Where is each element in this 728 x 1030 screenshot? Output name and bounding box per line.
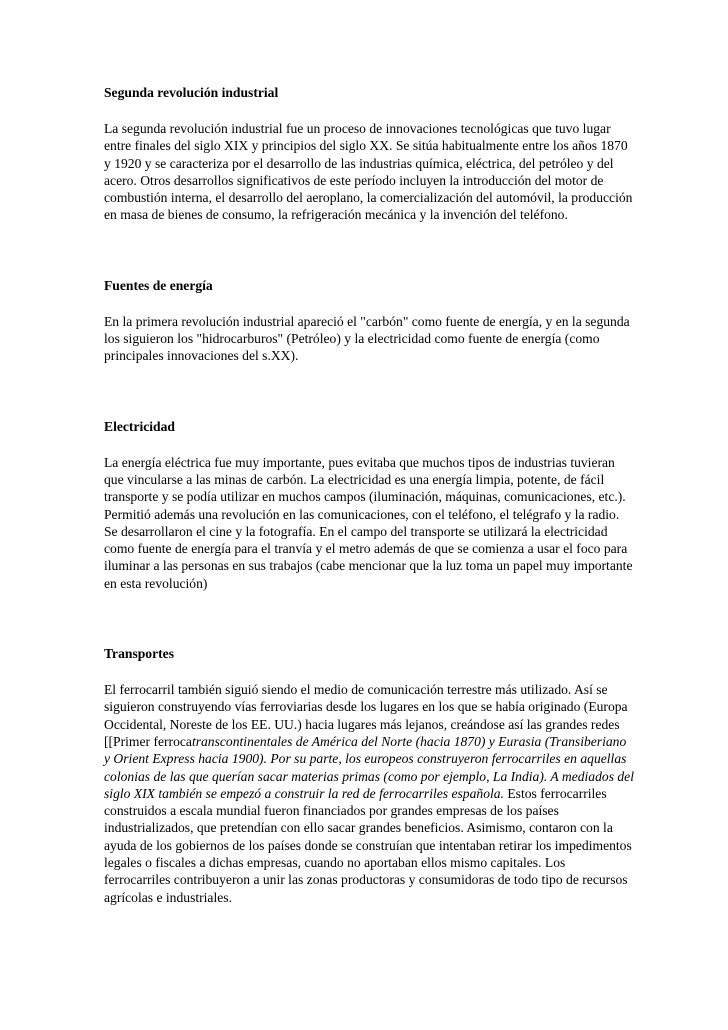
transportes-text-end: Estos ferrocarriles construidos a escala mundial fueron financiados por grandes empresas de los países industrializados, que pretendían con ello sacar grandes beneficios. Asimismo, contaron con la ayuda de los gobiernos de los países donde se construían que intentaban retirar los impedimentos legales o fiscales a dichas empresas, cuando no aportaban ellos mismo capitales. Los ferrocarriles contribuyeron a unir las zonas productoras y consumidoras de todo tipo de recursos agrícolas e industriales.: [104, 785, 632, 905]
document-page: [104, 84, 634, 906]
section-heading-segunda-revolucion: Segunda revolución industrial: [104, 85, 279, 100]
section-paragraph-segunda-revolucion: La segunda revolución industrial fue un proceso de innovaciones tecnológicas que tuvo lugar entre finales del siglo XIX y principios del siglo XX. Se sitúa habitualmente entre los años 1870 y 1920 y se caracteriza por el desarrollo de las industrias química, eléctrica, del petróleo y del acero. Otros desarrollos significativos de este período incluyen la introducción del motor de combustión interna, el desarrollo del aeroplano, la comercialización del automóvil, la producción en masa de bienes de consumo, la refrigeración mecánica y la invención del teléfono.: [104, 121, 633, 223]
section-heading-electricidad: Electricidad: [104, 418, 175, 434]
transportes-text-italic: transcontinentales de América del Norte (hacia 1870) y Eurasia (Transiberiano y Orient Express hacia 1900). Por su parte, los europeos construyeron ferrocarriles en aquellas colonias de las que querían sacar materias primas (como por ejemplo, La India). A mediados del siglo XIX también se empezó a construir la red de ferrocarriles española.: [104, 733, 634, 801]
section-paragraph-fuentes-energia: En la primera revolución industrial apareció el "carbón" como fuente de energía, y en la segunda los siguieron los "hidrocarburos" (Petróleo) y la electricidad como fuente de energía (como principales innovaciones del s.XX).: [104, 313, 630, 364]
section-paragraph-transportes: [104, 681, 634, 906]
transportes-text-start: El ferrocarril también siguió siendo el medio de comunicación terrestre más utilizado. Así se siguieron construyendo vías ferroviarias desde los lugares en los que se había originado (Europa Occidental, Noreste de los EE. UU.) hacia lugares más lejanos, creándose así las grandes redes [[Primer ferroca: [104, 682, 628, 749]
section-heading-fuentes-energia: Fuentes de energía: [104, 277, 213, 293]
section-paragraph-electricidad: La energía eléctrica fue muy importante, pues evitaba que muchos tipos de industrias tuvieran que vincularse a las minas de carbón. La electricidad es una energía limpia, potente, de fácil transporte y se podía utilizar en muchos campos (iluminación, máquinas, comunicaciones, etc.). Permitió además una revolución en las comunicaciones, con el teléfono, el telégrafo y la radio. Se desarrollaron el cine y la fotografía. En el campo del transporte se utilizará la electricidad como fuente de energía para el tranvía y el metro además de que se comienza a usar el foco para iluminar a las personas en sus trabajos (cabe mencionar que la luz toma un papel muy importante en esta revolución): [104, 454, 633, 591]
section-heading-transportes: Transportes: [104, 646, 174, 662]
